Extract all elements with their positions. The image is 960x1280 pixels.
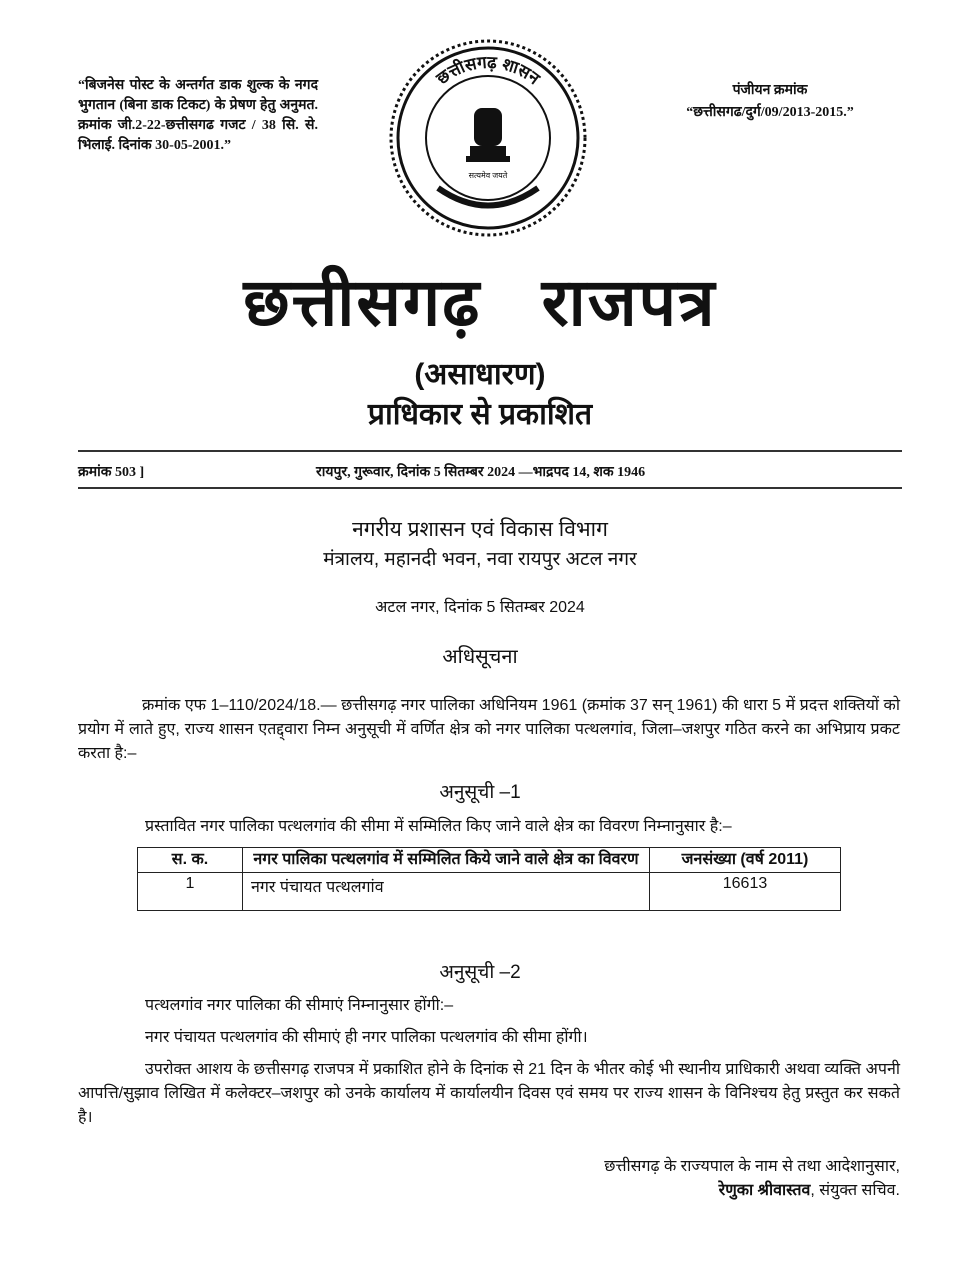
- lion-capital-icon: [466, 108, 510, 162]
- department-name: नगरीय प्रशासन एवं विकास विभाग: [352, 518, 608, 541]
- objection-paragraph: उपरोक्त आशय के छत्तीसगढ़ राजपत्र में प्रकाशित होने के दिनांक से 21 दिन के भीतर कोई भी स्थानीय प्राधिकारी अथवा व्यक्ति अपनी आपत्ति/सुझाव लिखित में कलेक्टर–जशपुर को उनके कार्यालय में कार्यालयीन दिवस एवं समय पर राज्य शासन के विनिश्चय हेतु प्रस्तुत कर सकते है।: [78, 1061, 900, 1126]
- signatory-designation: , संयुक्त सचिव.: [810, 1182, 900, 1199]
- cell-area: नगर पंचायत पत्थलगांव: [243, 873, 650, 911]
- column-header: नगर पालिका पत्थलगांव में सम्मिलित किये जाने वाले क्षेत्र का विवरण: [243, 848, 650, 873]
- seal-top-text: छत्तीसगढ़ शासन: [432, 52, 544, 89]
- authority-line: प्राधिकार से प्रकाशित: [367, 398, 593, 431]
- schedule2-heading: अनुसूची –2: [439, 962, 521, 983]
- column-header: जनसंख्या (वर्ष 2011): [650, 848, 841, 873]
- cell-population: 16613: [650, 873, 841, 911]
- table-row: [138, 873, 841, 911]
- signatory-name: रेणुका श्रीवास्तव: [718, 1182, 811, 1199]
- seal-motto: सत्यमेव जयते: [468, 171, 508, 180]
- schedule1-intro: प्रस्तावित नगर पालिका पत्थलगांव की सीमा में सम्मिलित किए जाने वाले क्षेत्र का विवरण निम्नानुसार है:–: [145, 818, 732, 835]
- gazette-title: छत्तीसगढ़ राजपत्र: [243, 265, 717, 339]
- cell-serial: 1: [138, 873, 243, 911]
- divider: [78, 450, 902, 452]
- signatory: [400, 1178, 900, 1200]
- order-line: छत्तीसगढ़ के राज्यपाल के नाम से तथा आदेशानुसार,: [604, 1158, 900, 1175]
- column-header: स. क.: [138, 848, 243, 873]
- gazette-subtitle: (असाधारण): [414, 358, 546, 391]
- registration-block: [650, 80, 890, 124]
- place-date: अटल नगर, दिनांक 5 सितम्बर 2024: [375, 599, 585, 616]
- registration-number: “छत्तीसगढ/दुर्ग/09/2013-2015.”: [686, 105, 854, 120]
- notice-heading: अधिसूचना: [442, 646, 518, 668]
- intro-paragraph: क्रमांक एफ 1–110/2024/18.— छत्तीसगढ़ नगर पालिका अधिनियम 1961 (क्रमांक 37 सन् 1961) की धारा 5 में प्रदत्त शक्तियों को प्रयोग में लाते हुए, राज्य शासन एतद्द्वारा निम्न अनुसूची में वर्णित क्षेत्र को नगर पालिका पत्थलगांव, जिला–जशपुर गठित करने का अभिप्राय प्रकट करता है:–: [78, 697, 900, 762]
- divider: [78, 487, 902, 489]
- issue-date: रायपुर, गुरूवार, दिनांक 5 सितम्बर 2024 —भाद्रपद 14, शक 1946: [316, 465, 646, 480]
- postal-notice: “बिजनेस पोस्ट के अन्तर्गत डाक शुल्क के नगद भुगतान (बिना डाक टिकट) के प्रेषण हेतु अनुमत. क्रमांक जी.2-22-छत्तीसगढ गजट / 38 सि. से. भिलाई. दिनांक 30-05-2001.”: [78, 78, 318, 153]
- state-emblem-seal: [388, 38, 588, 238]
- registration-label: पंजीयन क्रमांक: [732, 83, 808, 98]
- schedule2-line2: नगर पंचायत पत्थलगांव की सीमाएं ही नगर पालिका पत्थलगांव की सीमा होंगी।: [145, 1029, 588, 1046]
- schedule2-line1: पत्थलगांव नगर पालिका की सीमाएं निम्नानुसार होंगी:–: [145, 997, 454, 1014]
- schedule1-table: [137, 847, 841, 911]
- table-header-row: [138, 848, 841, 873]
- issue-number: क्रमांक 503 ]: [78, 465, 145, 480]
- schedule1-heading: अनुसूची –1: [439, 782, 521, 803]
- department-address: मंत्रालय, महानदी भवन, नवा रायपुर अटल नगर: [323, 549, 637, 570]
